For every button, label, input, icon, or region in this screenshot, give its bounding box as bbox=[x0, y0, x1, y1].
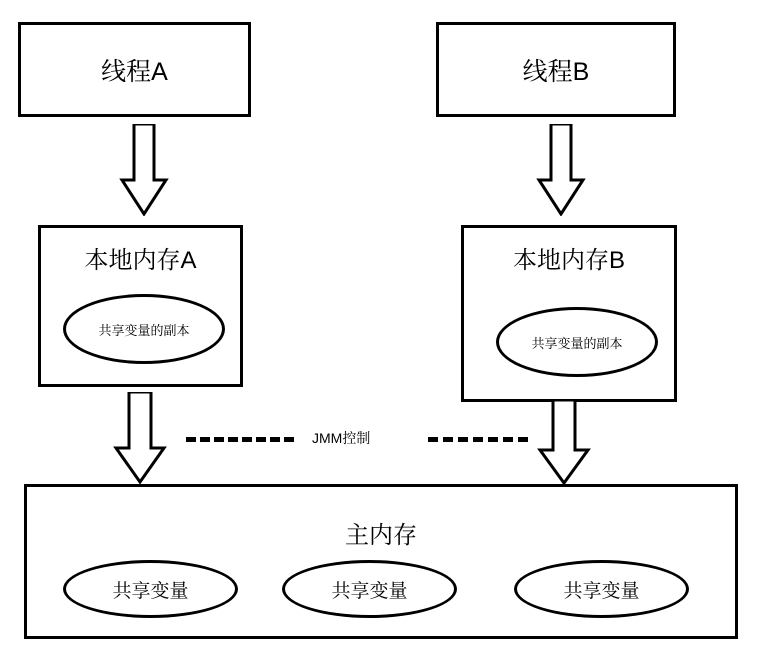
local-memory-a-box bbox=[38, 225, 243, 387]
shared-variable-3 bbox=[514, 560, 689, 618]
jmm-control-label: JMM控制 bbox=[312, 430, 371, 446]
shared-variable-copy-a-label: 共享变量的副本 bbox=[98, 322, 190, 338]
arrow-thread-b-to-local-b bbox=[535, 124, 587, 216]
shared-variable-1 bbox=[63, 560, 238, 618]
main-memory-box bbox=[24, 484, 738, 639]
shared-variable-2-label: 共享变量 bbox=[331, 580, 408, 602]
thread-a-label: 线程A bbox=[101, 57, 168, 86]
shared-variable-3-label: 共享变量 bbox=[563, 580, 640, 602]
shared-variable-1-label: 共享变量 bbox=[112, 580, 189, 602]
jmm-dashed-line-right bbox=[428, 437, 528, 442]
shared-variable-2 bbox=[282, 560, 457, 618]
jmm-dashed-line-left bbox=[186, 437, 294, 442]
arrow-thread-a-to-local-a bbox=[118, 124, 170, 216]
arrow-local-b-to-main bbox=[536, 400, 592, 485]
local-memory-b-label: 本地内存B bbox=[512, 247, 625, 274]
local-memory-b-box bbox=[461, 225, 677, 402]
main-memory-label: 主内存 bbox=[345, 522, 417, 549]
shared-variable-copy-a bbox=[63, 294, 225, 364]
shared-variable-copy-b bbox=[496, 307, 658, 377]
thread-a-box bbox=[18, 22, 251, 117]
shared-variable-copy-b-label: 共享变量的副本 bbox=[531, 335, 623, 351]
thread-b-box bbox=[436, 22, 676, 117]
local-memory-a-label: 本地内存A bbox=[84, 247, 197, 274]
arrow-local-a-to-main bbox=[112, 392, 168, 484]
thread-b-label: 线程B bbox=[522, 57, 590, 86]
